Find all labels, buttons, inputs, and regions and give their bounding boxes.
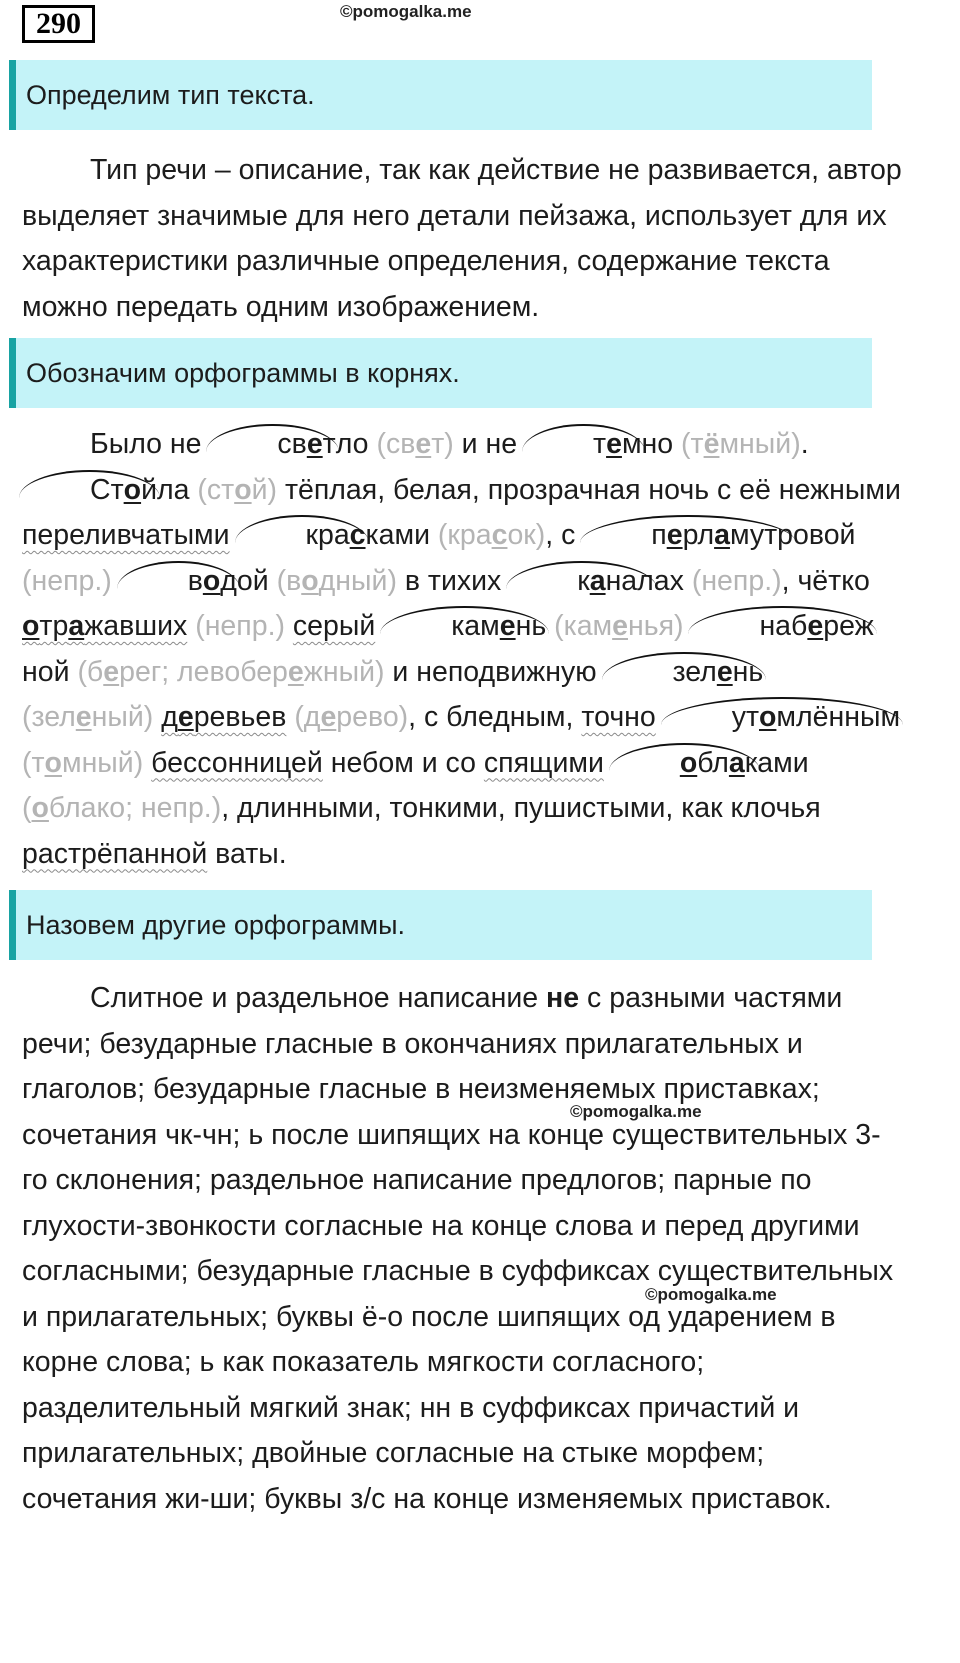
task-number: 290 bbox=[22, 5, 95, 43]
watermark: ©pomogalka.me bbox=[340, 2, 472, 21]
section-heading-root-spellings: Обозначим орфограммы в корнях. bbox=[9, 338, 872, 408]
section-heading-other-spellings: Назовем другие орфограммы. bbox=[9, 890, 872, 960]
watermark: ©pomogalka.me bbox=[570, 1102, 702, 1121]
annotated-passage: Было не светло (свет) и не темно (тёмный). Стойла (стой) тёплая, белая, прозрачная ночь с её нежными переливчатыми красками (красок), с перламутровой (непр.) водой (водный) в тихих каналах (непр.), чётко отражавших (непр.) серый камень (каменья) набережной (берег; левобережный) и неподвижную зелень (зеленый) деревьев (дерево), с бледным, точно утомлённым (томный) бессонницей небом и со спящими облаками (облако; непр.), длинными, тонкими, пушистыми, как клочья растрёпанной ваты. bbox=[22, 422, 902, 877]
watermark: ©pomogalka.me bbox=[645, 1285, 777, 1304]
section-heading-text-type: Определим тип текста. bbox=[9, 60, 872, 130]
other-spellings-paragraph: Слитное и раздельное написание не с разными частями речи; безударные гласные в окончаниях прилагательных и глаголов; безударные гласные в неизменяемых приставках; сочетания чк-чн; ь после шипящих на конце существительных 3-го склонения; раздельное написание предлогов; парные по глухости-звонкости согласные на конце слова и перед другими согласными; безударные гласные в суффиксах существительных и прилагательных; буквы ё-о после шипящих од ударением в корне слова; ь как показатель мягкости согласного; разделительный мягкий знак; нн в суффиксах причастий и прилагательных; двойные согласные на стыке морфем; сочетания жи-ши; буквы з/с на конце изменяемых приставок. bbox=[22, 982, 894, 1515]
text-type-paragraph: Тип речи – описание, так как действие не развивается, автор выделяет значимые для него детали пейзажа, использует для их характеристики различные определения, содержание текста можно передать одним изображением. bbox=[22, 154, 902, 323]
